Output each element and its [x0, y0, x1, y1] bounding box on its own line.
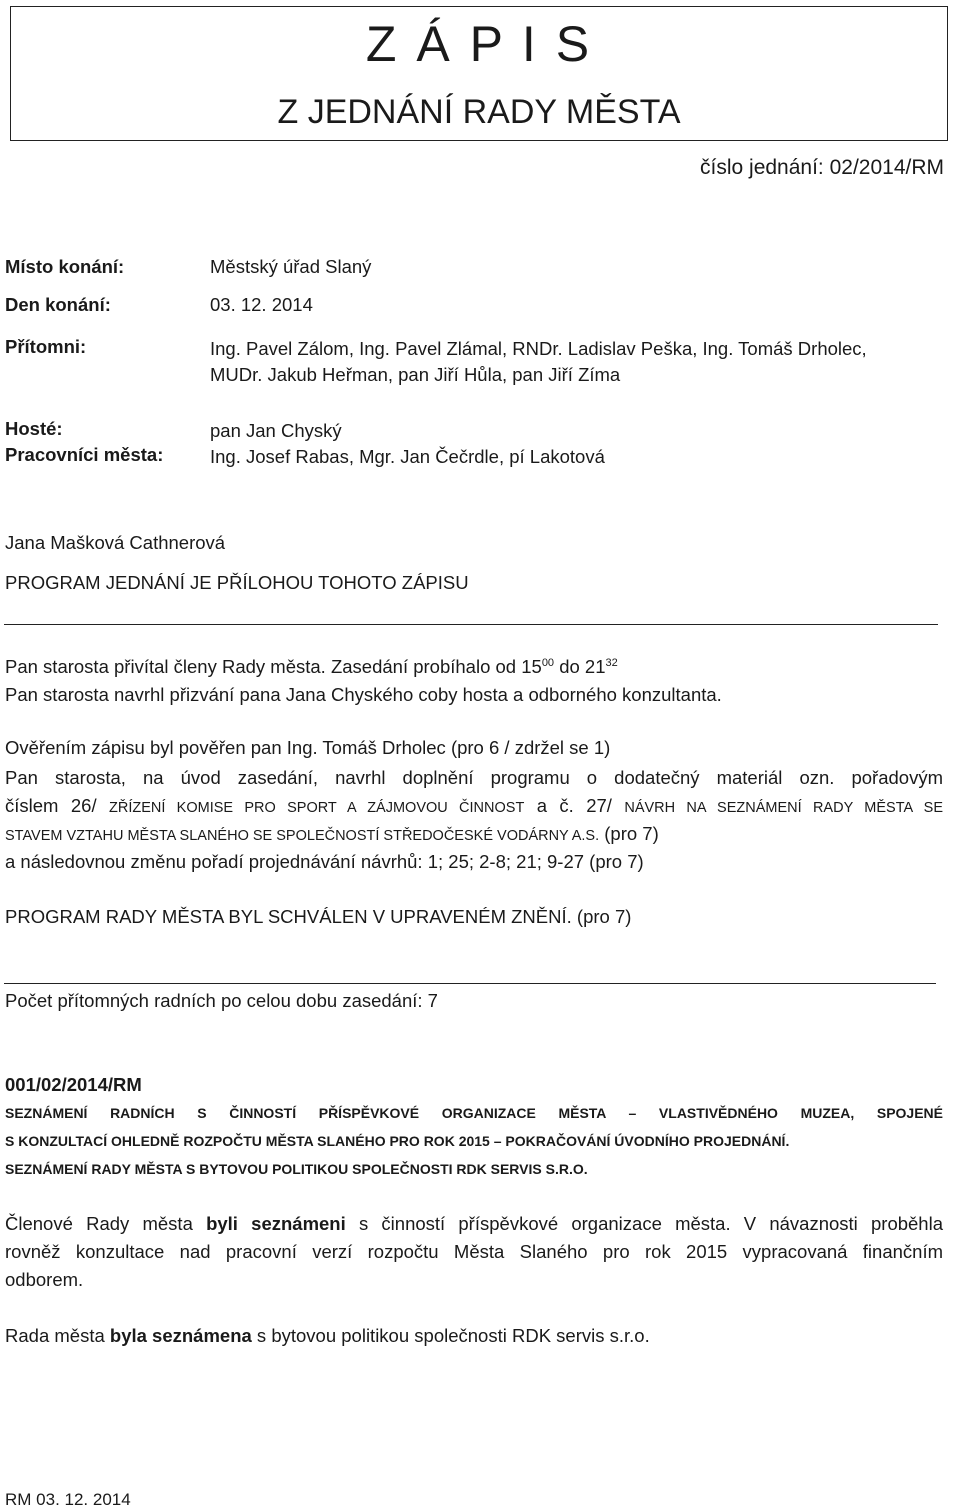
resolution-para1-line-1: Členové Rady města byli seznámeni s činností příspěvkové organizace města. V návaznosti proběhla — [5, 1213, 943, 1234]
amend-line-2: číslem 26/ ZŘÍZENÍ KOMISE PRO SPORT A ZÁJMOVOU ČINNOST a č. 27/ NÁVRH NA SEZNÁMENÍ RADY MĚSTA SE — [5, 795, 943, 816]
staff-label: Pracovníci města: — [5, 444, 164, 465]
document-title: Z Á P I S — [365, 16, 593, 72]
resolution-para2: Rada města byla seznámena s bytovou politikou společnosti RDK servis s.r.o. — [5, 1325, 650, 1346]
present-line-2: MUDr. Jakub Heřman, pan Jiří Hůla, pan Jiří Zíma — [210, 364, 621, 385]
present-line-1: Ing. Pavel Zálom, Ing. Pavel Zlámal, RNDr. Ladislav Peška, Ing. Tomáš Drholec, — [210, 338, 867, 359]
recorder-name: Jana Mašková Cathnerová — [5, 532, 226, 553]
document-subtitle: Z JEDNÁNÍ RADY MĚSTA — [277, 93, 681, 131]
resolution-heading-line-2: S KONZULTACÍ OHLEDNĚ ROZPOČTU MĚSTA SLANÉHO PRO ROK 2015 – POKRAČOVÁNÍ ÚVODNÍHO PROJEDNÁNÍ. — [5, 1133, 790, 1149]
resolution-number: 001/02/2014/RM — [5, 1074, 142, 1095]
resolution-heading-line-3: SEZNÁMENÍ RADY MĚSTA S BYTOVOU POLITIKOU SPOLEČNOSTI RDK SERVIS S.R.O. — [5, 1161, 588, 1177]
amend-line-4: a následovnou změnu pořadí projednávání návrhů: 1; 25; 2-8; 21; 9-27 (pro 7) — [5, 851, 644, 872]
divider-line-2 — [4, 983, 936, 984]
date-label: Den konání: — [5, 294, 111, 315]
program-approved: PROGRAM RADY MĚSTA BYL SCHVÁLEN V UPRAVENÉM ZNĚNÍ. (pro 7) — [5, 906, 632, 927]
resolution-para1-line-2: rovněž konzultace nad pracovní verzí rozpočtu Města Slaného pro rok 2015 vypracovaná finančním — [5, 1241, 943, 1262]
amend-line-3: STAVEM VZTAHU MĚSTA SLANÉHO SE SPOLEČNOSTÍ STŘEDOČESKÉ VODÁRNY A.S. (pro 7) — [5, 823, 659, 844]
divider-line — [4, 624, 938, 625]
present-label: Přítomni: — [5, 336, 87, 357]
staff-value: Ing. Josef Rabas, Mgr. Jan Čečrdle, pí Lakotová — [210, 446, 605, 467]
guests-value: pan Jan Chyský — [210, 420, 342, 441]
guests-label: Hosté: — [5, 418, 63, 439]
page-footer: RM 03. 12. 2014 — [5, 1490, 131, 1509]
end-time-minutes: 32 — [605, 657, 618, 669]
resolution-heading-line-1: SEZNÁMENÍ RADNÍCH S ČINNOSTÍ PŘÍSPĚVKOVÉ ORGANIZACE MĚSTA – VLASTIVĚDNÉHO MUZEA, SPOJENÉ — [5, 1105, 943, 1121]
resolution-para1-line-3: odborem. — [5, 1269, 84, 1290]
intro-line-1: Pan starosta přivítal členy Rady města. Zasedání probíhalo od $15^{00}$ do $21^{32}$ — [5, 656, 618, 677]
amend-line-1: Pan starosta, na úvod zasedání, navrhl doplnění programu o dodatečný materiál ozn. pořadovým — [5, 767, 943, 788]
program-attachment-note: PROGRAM JEDNÁNÍ JE PŘÍLOHOU TOHOTO ZÁPISU — [5, 572, 469, 593]
intro-line-2: Pan starosta navrhl přizvání pana Jana Chyského coby hosta a odborného konzultanta. — [5, 684, 722, 705]
title-box — [10, 6, 948, 141]
place-label: Místo konání: — [5, 256, 125, 277]
start-time-minutes: 00 — [541, 657, 555, 669]
attendance-count: Počet přítomných radních po celou dobu zasedání: 7 — [5, 990, 438, 1011]
verifier-line: Ověřením zápisu byl pověřen pan Ing. Tomáš Drholec (pro 6 / zdržel se 1) — [5, 737, 611, 758]
reference-number: číslo jednání: 02/2014/RM — [700, 156, 944, 179]
place-value: Městský úřad Slaný — [210, 256, 372, 277]
date-value: 03. 12. 2014 — [210, 294, 313, 315]
